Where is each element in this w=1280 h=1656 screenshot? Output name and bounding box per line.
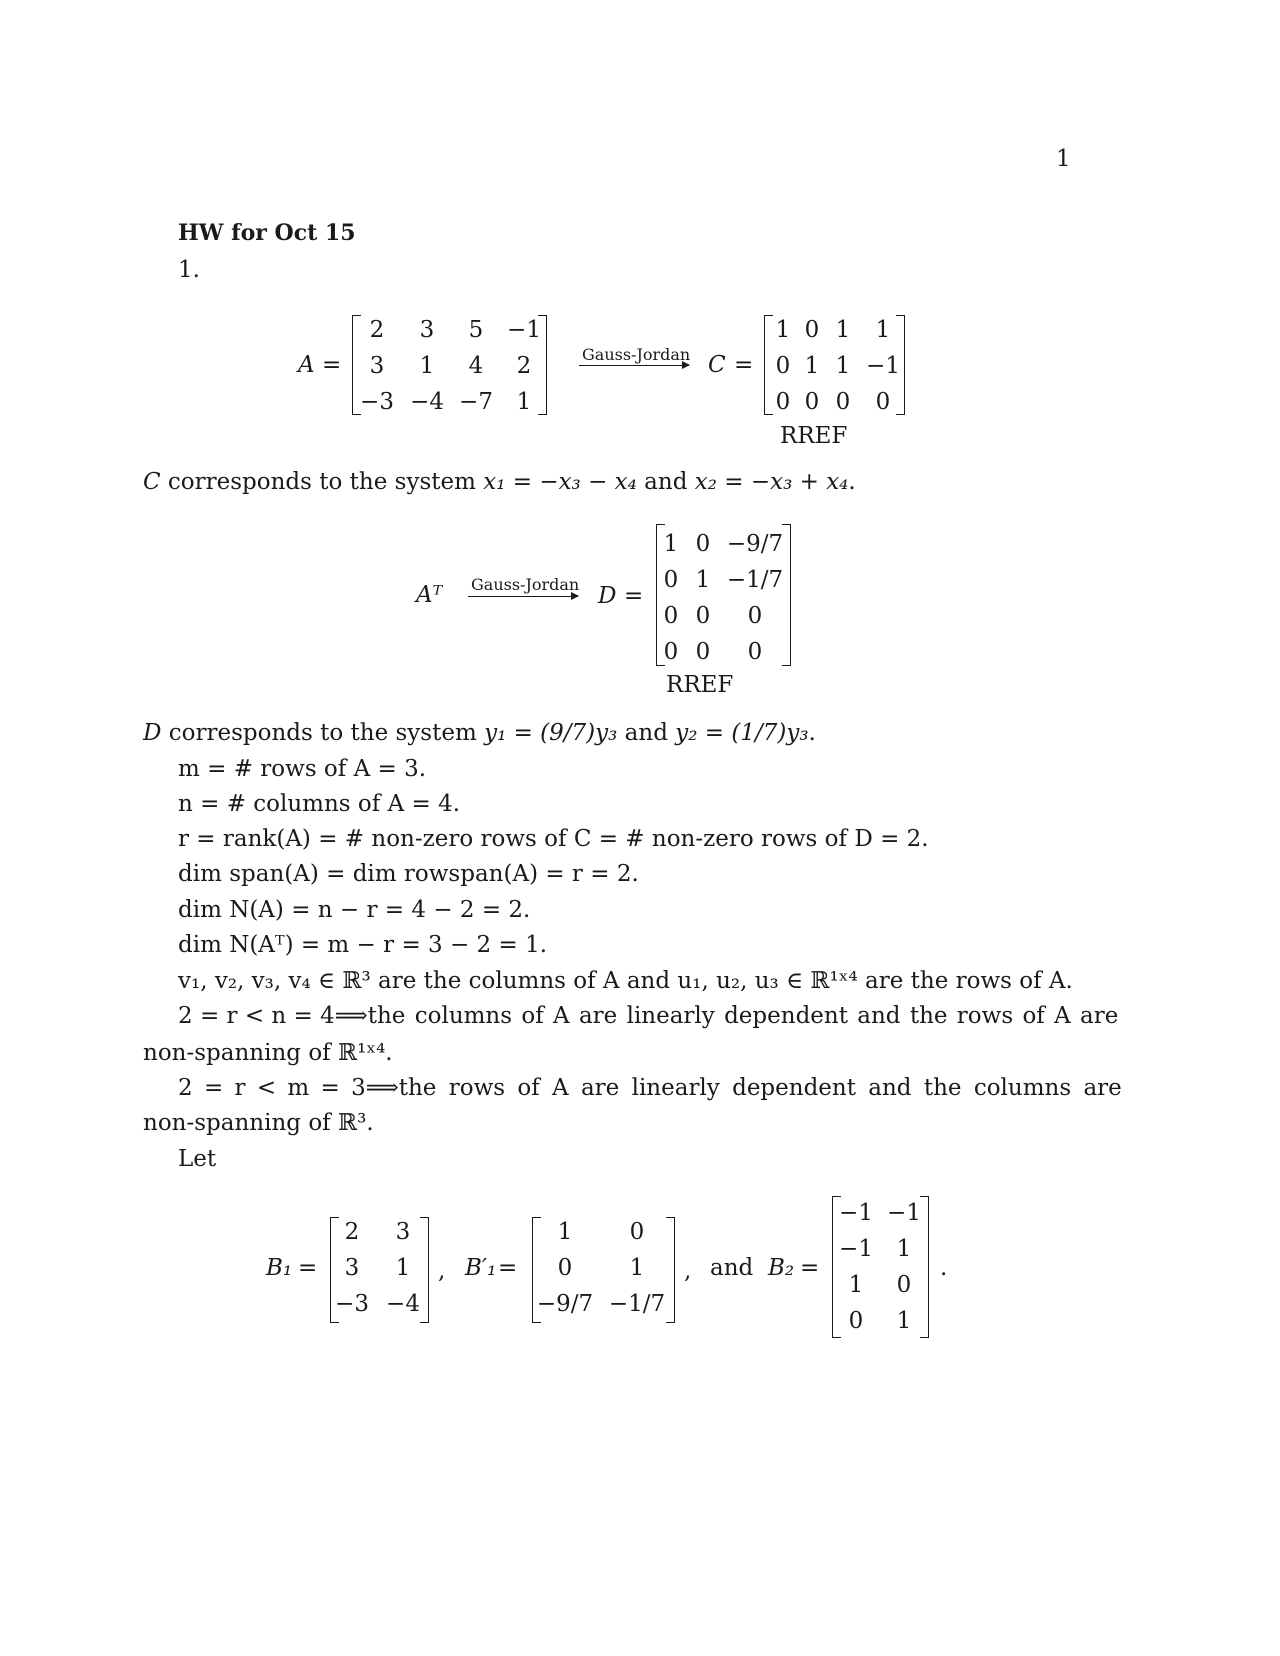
matrix-cell: −4 [410, 389, 444, 415]
matrix-cell: 1 [896, 1308, 912, 1334]
matrix-cell: 0 [695, 531, 711, 557]
var-c: C [143, 469, 161, 495]
equals-sign: = [298, 1255, 318, 1281]
para1-continuation: non-spanning of ℝ¹ˣ⁴. [143, 1040, 393, 1066]
matrix-cell: 1 [775, 317, 791, 343]
matrix-cell: −1 [839, 1236, 873, 1262]
para1-line [178, 1003, 1119, 1029]
matrix-cell: 2 [344, 1219, 360, 1245]
matrix-b1-prime-label: B′₁ [465, 1255, 497, 1281]
line-dim-null: dim N(A) = n − r = 4 − 2 = 2. [178, 897, 531, 923]
problem-number: 1. [178, 257, 200, 283]
implies-icon: ⟹ [334, 1003, 368, 1029]
arrow-label: Gauss-Jordan [471, 575, 580, 594]
matrix-cell: 3 [395, 1219, 411, 1245]
matrix-cell: 1 [663, 531, 679, 557]
matrix-cell: 0 [695, 639, 711, 665]
c-system-line [143, 469, 856, 495]
matrix-cell: 0 [875, 389, 891, 415]
matrix-cell: 0 [557, 1255, 573, 1281]
para1-lead: 2 = r < n = 4 [178, 1003, 335, 1029]
matrix-cell: 3 [369, 353, 385, 379]
matrix-cell: −4 [386, 1291, 420, 1317]
matrix-cell: 1 [804, 353, 820, 379]
matrix-cell: 1 [419, 353, 435, 379]
matrix-cell: 0 [896, 1272, 912, 1298]
matrix-cell: 0 [747, 639, 763, 665]
line-m: m = # rows of A = 3. [178, 756, 427, 782]
line-vectors: v₁, v₂, v₃, v₄ ∈ ℝ³ are the columns of A and u₁, u₂, u₃ ∈ ℝ¹ˣ⁴ are the rows of A. [178, 968, 1073, 994]
para2-continuation: non-spanning of ℝ³. [143, 1110, 374, 1136]
matrix-cell: 0 [775, 389, 791, 415]
period: . [940, 1255, 948, 1281]
matrix-at-label: Aᵀ [416, 582, 443, 608]
line-rank: r = rank(A) = # non-zero rows of C = # non-zero rows of D = 2. [178, 826, 929, 852]
matrix-cell: 1 [835, 317, 851, 343]
matrix-cell: 3 [419, 317, 435, 343]
page-number: 1 [1056, 146, 1071, 172]
matrix-d-label: D [598, 583, 617, 609]
matrix-cell: −3 [360, 389, 394, 415]
matrix-cell: 1 [629, 1255, 645, 1281]
equals-sign: = [734, 352, 754, 378]
matrix-cell: 5 [468, 317, 484, 343]
line-dim-span: dim span(A) = dim rowspan(A) = r = 2. [178, 861, 639, 887]
matrix-cell: 0 [663, 567, 679, 593]
matrix-cell: 0 [804, 317, 820, 343]
comma: , [438, 1258, 446, 1284]
matrix-b2-label: B₂ [768, 1255, 795, 1281]
matrix-cell: 0 [848, 1308, 864, 1334]
page-title: HW for Oct 15 [178, 220, 356, 246]
arrow-icon [468, 596, 578, 597]
d-system-line [143, 720, 816, 746]
equals-sign: = [800, 1255, 820, 1281]
equation: x₂ = −x₃ + x₄ [694, 469, 849, 495]
line-n: n = # columns of A = 4. [178, 791, 461, 817]
matrix-cell: −7 [459, 389, 493, 415]
arrow-label: Gauss-Jordan [582, 345, 691, 364]
equation: y₁ = (9/7)y₃ [484, 720, 618, 746]
comma: , [684, 1258, 692, 1284]
arrow-icon [579, 365, 689, 366]
matrix-cell: 0 [804, 389, 820, 415]
para2-lead: 2 = r < m = 3 [178, 1075, 366, 1101]
matrix-cell: 2 [369, 317, 385, 343]
text: . [848, 469, 856, 495]
para2-line [178, 1075, 1122, 1101]
rref-label: RREF [780, 423, 848, 449]
matrix-cell: −1 [507, 317, 541, 343]
matrix-cell: 3 [344, 1255, 360, 1281]
matrix-cell: −3 [335, 1291, 369, 1317]
text: . [808, 720, 816, 746]
matrix-cell: 0 [747, 603, 763, 629]
rref-label: RREF [666, 672, 734, 698]
matrix-cell: 0 [663, 639, 679, 665]
equals-sign: = [322, 352, 342, 378]
let-text: Let [178, 1146, 217, 1172]
text: and [636, 469, 695, 495]
matrix-cell: 1 [848, 1272, 864, 1298]
matrix-cell: 0 [835, 389, 851, 415]
text: corresponds to the system [161, 720, 485, 746]
para2-text: the rows of A are linearly dependent and the columns are [398, 1075, 1122, 1101]
and-text: and [710, 1255, 754, 1281]
equals-sign: = [498, 1255, 518, 1281]
matrix-cell: 2 [516, 353, 532, 379]
matrix-cell: 1 [896, 1236, 912, 1262]
matrix-cell: 0 [663, 603, 679, 629]
text: corresponds to the system [160, 469, 484, 495]
matrix-a-label: A [298, 352, 315, 378]
matrix-cell: 1 [516, 389, 532, 415]
matrix-cell: 0 [629, 1219, 645, 1245]
matrix-cell: −1 [839, 1200, 873, 1226]
matrix-cell: 0 [775, 353, 791, 379]
implies-icon: ⟹ [365, 1075, 399, 1101]
text: and [617, 720, 676, 746]
matrix-cell: −9/7 [536, 1291, 594, 1317]
equation: x₁ = −x₃ − x₄ [483, 469, 637, 495]
equals-sign: = [624, 583, 644, 609]
matrix-cell: −1/7 [726, 567, 784, 593]
para1-text: the columns of A are linearly dependent and the rows of A are [367, 1003, 1119, 1029]
matrix-cell: −9/7 [726, 531, 784, 557]
equation: y₂ = (1/7)y₃ [675, 720, 809, 746]
matrix-cell: 1 [395, 1255, 411, 1281]
matrix-cell: 4 [468, 353, 484, 379]
matrix-cell: 1 [875, 317, 891, 343]
matrix-c-label: C [708, 352, 726, 378]
matrix-cell: 0 [695, 603, 711, 629]
matrix-cell: −1/7 [608, 1291, 666, 1317]
matrix-cell: 1 [557, 1219, 573, 1245]
matrix-cell: 1 [695, 567, 711, 593]
matrix-b1-label: B₁ [266, 1255, 293, 1281]
matrix-cell: −1 [866, 353, 900, 379]
line-dim-left-null: dim N(Aᵀ) = m − r = 3 − 2 = 1. [178, 932, 548, 958]
matrix-cell: −1 [887, 1200, 921, 1226]
matrix-cell: 1 [835, 353, 851, 379]
var-d: D [143, 720, 162, 746]
